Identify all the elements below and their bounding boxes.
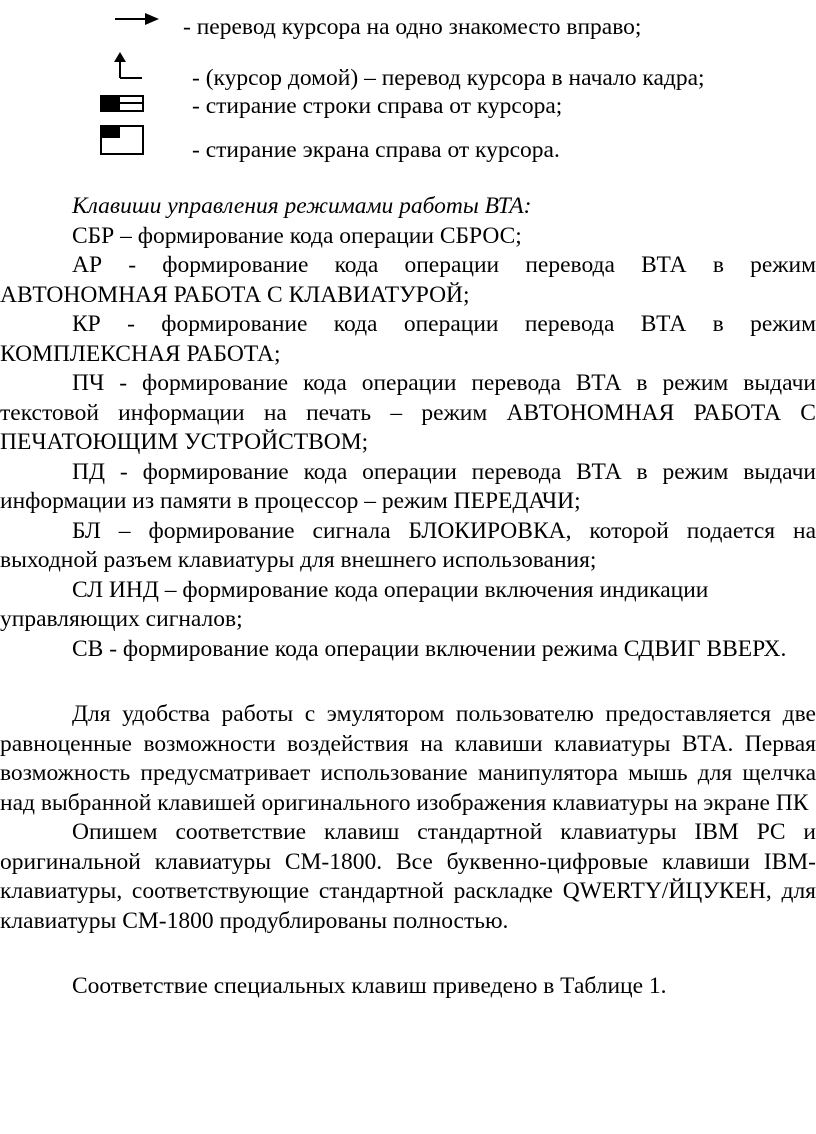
key-item-ar: АР - формирование кода операции перевода ВТА в режим АВТОНОМНАЯ РАБОТА С КЛАВИАТУРОЙ; [0, 252, 816, 308]
key-item-pch: ПЧ - формирование кода операции перевода ВТА в режим выдачи текстовой информации на печать – режим АВТОНОМНАЯ РАБОТА С ПЕЧАТОЮЩИМ УСТРОЙСТВОМ; [0, 370, 816, 455]
erase-screen-icon [100, 125, 144, 155]
paragraph-table-ref: Соответствие специальных клавиш приведено в Таблице 1. [72, 973, 667, 999]
symbol-desc-arrow-right: - перевод курсора на одно знакоместо вправо; [183, 14, 642, 40]
symbol-desc-erase-line: - стирание строки справа от курсора; [192, 93, 563, 119]
paragraph-mapping: Опишем соответствие клавиш стандартной клавиатуры IBM PC и оригинальной клавиатуры СМ-1800. Все буквенно-цифровые клавиши IBM-клавиатуры, соответствующие стандартной раскладке QWERTY/ЙЦУКЕН, для клавиатуры СМ-1800 продублированы полностью. [0, 819, 816, 934]
key-item-kr: КР - формирование кода операции перевода ВТА в режим КОМПЛЕКСНАЯ РАБОТА; [0, 311, 816, 367]
main-text [0, 192, 816, 1002]
key-item-sbr: СБР – формирование кода операции СБРОС; [72, 222, 522, 249]
arrow-right-icon [115, 10, 159, 28]
paragraph-emulator: Для удобства работы с эмулятором пользователю предоставляется две равноценные возможности воздействия на клавиши клавиатуры ВТА. Первая возможность предусматривает использование манипулятора мышь для щелчка над выбранной клавишей оригинального изображения клавиатуры на экране ПК [0, 701, 816, 816]
cursor-home-icon [110, 52, 142, 80]
symbol-desc-cursor-home: - (курсор домой) – перевод курсора в начало кадра; [192, 65, 705, 91]
key-item-sv: СВ - формирование кода операции включении режима СДВИГ ВВЕРХ. [72, 635, 787, 662]
key-item-bl: БЛ – формирование сигнала БЛОКИРОВКА, которой подается на выходной разъем клавиатуры для внешнего использования; [0, 517, 816, 573]
key-item-pd: ПД - формирование кода операции перевода ВТА в режим выдачи информации из памяти в процессор – режим ПЕРЕДАЧИ; [0, 458, 816, 514]
key-item-sl-ind: СЛ ИНД – формирование кода операции включения индикации управляющих сигналов; [0, 576, 709, 632]
symbol-desc-erase-screen: - стирание экрана справа от курсора. [192, 137, 560, 163]
section-heading: Клавиши управления режимами работы ВТА: [72, 193, 532, 219]
erase-line-icon [100, 95, 144, 112]
